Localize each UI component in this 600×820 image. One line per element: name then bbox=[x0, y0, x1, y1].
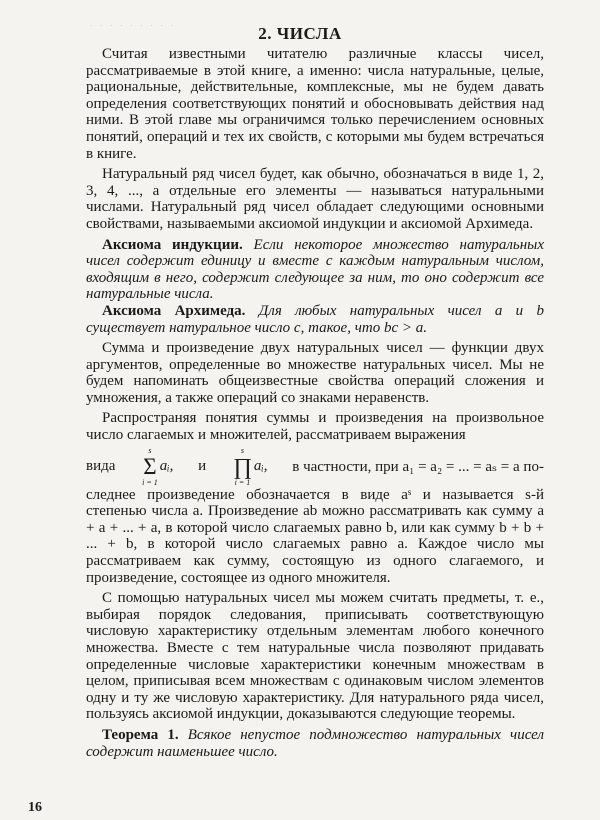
sum-upper-limit: s bbox=[148, 446, 152, 456]
axiom-induction bbox=[86, 237, 544, 303]
sum-term: aᵢ, bbox=[159, 458, 174, 475]
theorem-1 bbox=[86, 727, 544, 760]
formula-and: и bbox=[198, 458, 207, 475]
product-expression bbox=[231, 446, 268, 487]
paragraph-operations: Сумма и произведение двух натуральных чисел — функции двух аргументов, определенные во множестве натуральных чисел. Мы не будем напоминать общеизвестные свойства операций сложения и умножения, а также операций со знаками неравенств. bbox=[86, 340, 544, 406]
page-number: 16 bbox=[28, 800, 42, 815]
paragraph-intro: Считая известными читателю различные классы чисел, рассматриваемые в этой книге, а именно: числа натуральные, целые, рациональные, действительные, комплексные, мы не будем давать определения соответствующих понятий и обосновывать действия над ними. В этой главе мы ограничимся только перечислением основных понятий, операций и тех их свойств, с которыми мы будем встречаться в книге. bbox=[86, 46, 544, 162]
product-term: aᵢ, bbox=[253, 458, 268, 475]
axiom-induction-text: Если некоторое множество натуральных чисел содержит единицу и вместе с каждым натуральным числом, входящим в него, содержит следующее за ним, то оно содержит все натуральные числа. bbox=[86, 236, 544, 303]
sum-expression bbox=[140, 446, 173, 487]
formula-tail: в частности, при a₁ = a₂ = ... = aₛ = a по- bbox=[292, 459, 544, 476]
formula-vida: вида bbox=[86, 458, 116, 475]
section-title: 2. ЧИСЛА bbox=[258, 24, 342, 43]
sum-operator bbox=[142, 446, 158, 487]
axiom-induction-label: Аксиома индукции. bbox=[102, 236, 243, 253]
paragraph-extension: Распространяя понятия суммы и произведения на произвольное число слагаемых и множителей, рассматриваем выражения bbox=[86, 410, 544, 444]
theorem-1-text: Всякое непустое подмножество натуральных чисел содержит наименьшее число. bbox=[86, 726, 544, 760]
product-lower-limit: i = 1 bbox=[234, 478, 251, 488]
formula-line bbox=[86, 447, 544, 487]
scan-smudge: · · · · · · · · · bbox=[90, 22, 176, 30]
axiom-archimedes-label: Аксиома Архимеда. bbox=[102, 302, 246, 319]
axiom-archimedes-text: Для любых натуральных чисел a и b существует натуральное число c, такое, что bc > a. bbox=[86, 302, 545, 336]
product-symbol: ∏ bbox=[232, 454, 252, 480]
paragraph-counting: С помощью натуральных чисел мы можем считать предметы, т. е., выбирая порядок следования, приписывать соответствующую числовую характеристику отдельным элементам любого конечного множества. Вместе с тем натуральные числа позволяют придавать определенные числовые характеристики конечным множествам в целом, приписывая всем множествам с одинаковым числом элементов одну и ту же числовую характеристику. Для натурального ряда чисел, пользуясь аксиомой индукции, доказываются следующие теоремы. bbox=[86, 590, 544, 723]
body-text bbox=[86, 46, 544, 760]
axiom-archimedes bbox=[86, 303, 544, 336]
paragraph-power: следнее произведение обозначается в виде aˢ и называется s-й степенью числа a. Произведение ab можно рассматривать как сумму a + a + ... + a, в которой число слагаемых равно b, или как сумму b + b + ... + b, в которой число слагаемых равно a. Каждое число мы рассматриваем как сумму, состоящую из одного слагаемого, и произведение, состоящее из одного множителя. bbox=[86, 486, 544, 586]
product-operator bbox=[233, 446, 252, 487]
theorem-1-label: Теорема 1. bbox=[102, 726, 179, 743]
paragraph-natural-series: Натуральный ряд чисел будет, как обычно, обозначаться в виде 1, 2, 3, 4, ..., а отдельные его элементы — называться натуральными числами. Натуральный ряд чисел обладает следующими основными свойствами, называемыми аксиомой индукции и аксиомой Архимеда. bbox=[86, 166, 544, 232]
sum-lower-limit: i = 1 bbox=[142, 478, 158, 488]
sum-symbol: Σ bbox=[143, 454, 157, 480]
product-upper-limit: s bbox=[240, 446, 244, 456]
